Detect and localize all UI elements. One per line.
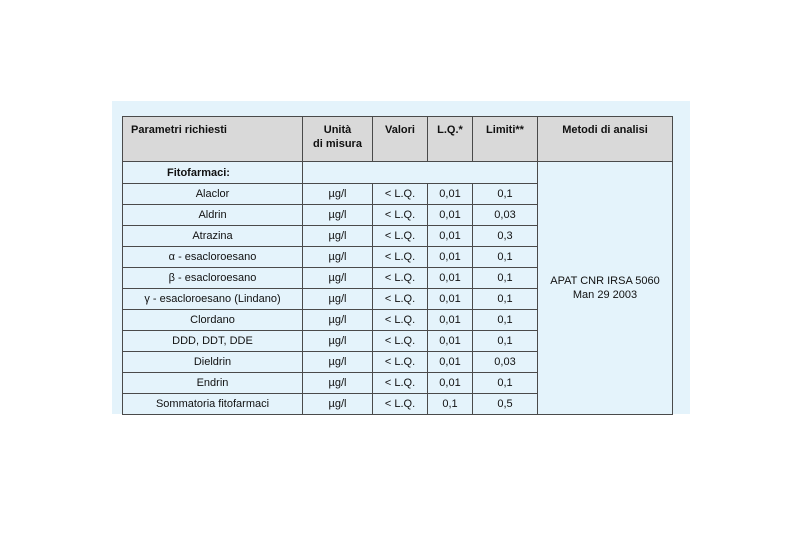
cell-unita: µg/l bbox=[303, 205, 373, 226]
header-metodi bbox=[538, 117, 673, 162]
group-label-text: Fitofarmaci: bbox=[167, 166, 230, 179]
cell-lq: 0,01 bbox=[428, 310, 473, 331]
cell-unita: µg/l bbox=[303, 352, 373, 373]
cell-parametro: Dieldrin bbox=[123, 352, 303, 373]
cell-parametro: Sommatoria fitofarmaci bbox=[123, 394, 303, 415]
cell-unita: µg/l bbox=[303, 226, 373, 247]
group-empty-cell bbox=[373, 162, 428, 184]
cell-lq: 0,01 bbox=[428, 268, 473, 289]
cell-limite: 0,1 bbox=[473, 268, 538, 289]
cell-valore: < L.Q. bbox=[373, 268, 428, 289]
cell-limite: 0,5 bbox=[473, 394, 538, 415]
cell-parametro: Alaclor bbox=[123, 184, 303, 205]
cell-parametro: Clordano bbox=[123, 310, 303, 331]
cell-limite: 0,1 bbox=[473, 247, 538, 268]
cell-unita: µg/l bbox=[303, 373, 373, 394]
header-limiti-label: Limiti** bbox=[486, 124, 524, 136]
cell-parametro: α - esacloroesano bbox=[123, 247, 303, 268]
cell-valore: < L.Q. bbox=[373, 331, 428, 352]
cell-valore: < L.Q. bbox=[373, 226, 428, 247]
cell-lq: 0,01 bbox=[428, 373, 473, 394]
cell-unita: µg/l bbox=[303, 184, 373, 205]
cell-valore: < L.Q. bbox=[373, 184, 428, 205]
cell-lq: 0,1 bbox=[428, 394, 473, 415]
cell-parametro: Aldrin bbox=[123, 205, 303, 226]
cell-parametro: DDD, DDT, DDE bbox=[123, 331, 303, 352]
group-label bbox=[123, 162, 303, 184]
cell-limite: 0,03 bbox=[473, 205, 538, 226]
cell-unita: µg/l bbox=[303, 310, 373, 331]
header-unita bbox=[303, 117, 373, 162]
header-parametri bbox=[123, 117, 303, 162]
cell-lq: 0,01 bbox=[428, 205, 473, 226]
cell-lq: 0,01 bbox=[428, 331, 473, 352]
header-parametri-label: Parametri richiesti bbox=[131, 124, 227, 136]
cell-valore: < L.Q. bbox=[373, 310, 428, 331]
cell-lq: 0,01 bbox=[428, 247, 473, 268]
cell-limite: 0,3 bbox=[473, 226, 538, 247]
header-limiti bbox=[473, 117, 538, 162]
cell-unita: µg/l bbox=[303, 331, 373, 352]
cell-parametro: Atrazina bbox=[123, 226, 303, 247]
cell-parametro: Endrin bbox=[123, 373, 303, 394]
group-empty-cell bbox=[303, 162, 373, 184]
method-text: APAT CNR IRSA 5060 Man 29 2003 bbox=[550, 275, 660, 301]
header-unita-line2: di misura bbox=[313, 138, 362, 150]
cell-limite: 0,1 bbox=[473, 289, 538, 310]
group-empty-cell bbox=[428, 162, 473, 184]
table-header-row bbox=[123, 117, 673, 162]
cell-limite: 0,1 bbox=[473, 184, 538, 205]
cell-valore: < L.Q. bbox=[373, 394, 428, 415]
cell-lq: 0,01 bbox=[428, 352, 473, 373]
analysis-table bbox=[122, 116, 673, 415]
method-cell bbox=[538, 162, 673, 415]
cell-parametro: β - esacloroesano bbox=[123, 268, 303, 289]
cell-limite: 0,03 bbox=[473, 352, 538, 373]
header-lq-label: L.Q.* bbox=[437, 124, 463, 136]
cell-valore: < L.Q. bbox=[373, 352, 428, 373]
cell-lq: 0,01 bbox=[428, 226, 473, 247]
cell-unita: µg/l bbox=[303, 394, 373, 415]
group-empty-cell bbox=[473, 162, 538, 184]
cell-unita: µg/l bbox=[303, 289, 373, 310]
cell-limite: 0,1 bbox=[473, 373, 538, 394]
cell-valore: < L.Q. bbox=[373, 373, 428, 394]
cell-limite: 0,1 bbox=[473, 331, 538, 352]
header-valori bbox=[373, 117, 428, 162]
cell-lq: 0,01 bbox=[428, 184, 473, 205]
cell-valore: < L.Q. bbox=[373, 247, 428, 268]
header-valori-label: Valori bbox=[385, 124, 415, 136]
header-lq bbox=[428, 117, 473, 162]
header-unita-line1: Unità bbox=[323, 124, 352, 136]
cell-valore: < L.Q. bbox=[373, 289, 428, 310]
cell-valore: < L.Q. bbox=[373, 205, 428, 226]
cell-unita: µg/l bbox=[303, 268, 373, 289]
cell-unita: µg/l bbox=[303, 247, 373, 268]
group-row bbox=[123, 162, 673, 184]
cell-lq: 0,01 bbox=[428, 289, 473, 310]
cell-parametro: γ - esacloroesano (Lindano) bbox=[123, 289, 303, 310]
header-metodi-label: Metodi di analisi bbox=[562, 124, 648, 136]
cell-limite: 0,1 bbox=[473, 310, 538, 331]
